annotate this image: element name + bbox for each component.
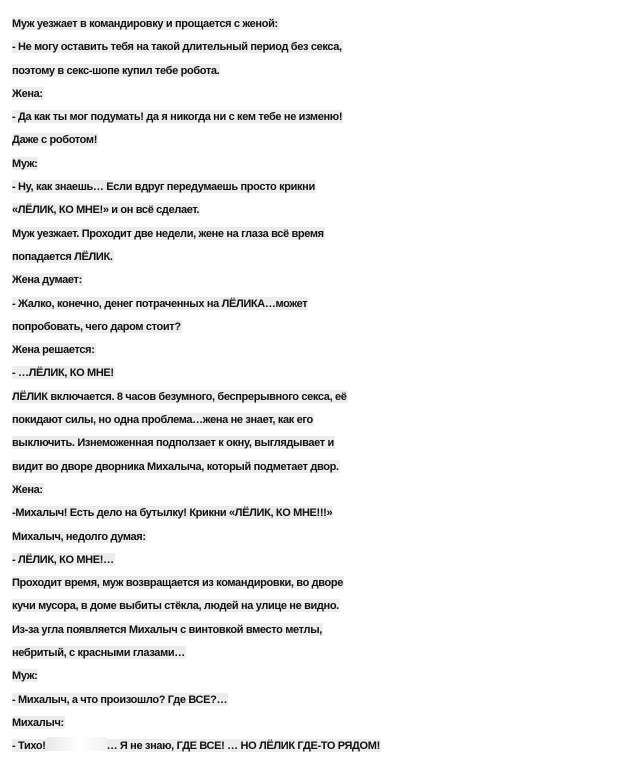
text-line-content: Муж уезжает в командировку и прощается с женой: [12, 18, 278, 30]
text-line-content: покидают силы, но одна проблема…жена не знает, как его [12, 414, 313, 427]
text-line [12, 314, 636, 337]
text-line [12, 151, 636, 174]
text-line-content: Муж: [12, 670, 38, 683]
text-line-content: - Жалко, конечно, денег потраченных на ЛЁЛИКА…может [12, 297, 308, 310]
joke-text [12, 11, 636, 757]
text-line [12, 570, 636, 593]
text-line-content: Михалыч, недолго думая: [12, 530, 146, 543]
text-line [12, 34, 636, 57]
text-line [12, 197, 636, 220]
text-line [12, 710, 636, 733]
text-line [12, 291, 636, 314]
text-line [12, 477, 636, 500]
text-line [12, 454, 636, 477]
text-line [12, 127, 636, 150]
text-line [12, 407, 636, 430]
text-line-content: попадается ЛЁЛИК. [12, 250, 113, 263]
text-line-content: небритый, с красными глазами… [12, 647, 185, 660]
text-line [12, 687, 636, 710]
text-line [12, 11, 636, 34]
text-line-content: Михалыч: [12, 716, 64, 729]
text-line-content: Даже с роботом! [12, 134, 98, 147]
text-line-content: - Ну, как знаешь… Если вдруг передумаешь просто крикни [12, 181, 315, 194]
text-line-content: -Михалыч! Есть дело на бутылку! Крикни «ЛЁЛИК, КО МНЕ!!!» [12, 507, 333, 520]
text-line-content: Жена решается: [12, 344, 95, 357]
text-line-content: кучи мусора, в доме выбиты стёкла, людей на улице не видно. [12, 600, 339, 613]
text-line [12, 267, 636, 290]
text-line-content: - Не могу оставить тебя на такой длительный период без секса, [12, 41, 342, 54]
text-line-content: - Да как ты мог подумать! да я никогда ни с кем тебе не изменю! [12, 111, 343, 124]
text-line [12, 58, 636, 81]
text-line [12, 663, 636, 686]
text-line [12, 524, 636, 547]
text-line-content: Муж: [12, 157, 38, 170]
text-line-content: поэтому в секс-шопе купил тебе робота. [12, 64, 220, 77]
text-line [12, 640, 636, 663]
text-line [12, 617, 636, 640]
text-line-content: Из-за угла появляется Михалыч с винтовкой вместо метлы, [12, 623, 322, 636]
text-line [12, 384, 636, 407]
text-line [12, 500, 636, 523]
text-line [12, 547, 636, 570]
text-line [12, 337, 636, 360]
text-line [12, 81, 636, 104]
text-line [12, 360, 636, 383]
censored-word-blur [47, 737, 107, 751]
text-line-content: - …ЛЁЛИК, КО МНЕ! [12, 367, 114, 380]
text-line-content: - Тихо! [12, 740, 46, 753]
text-line [12, 430, 636, 453]
text-line-last [12, 733, 636, 756]
text-line [12, 244, 636, 267]
text-line-content: Проходит время, муж возвращается из командировки, во дворе [12, 577, 344, 590]
text-line-content: Жена: [12, 483, 43, 496]
text-line [12, 104, 636, 127]
text-line-content: ЛЁЛИК включается. 8 часов безумного, беспрерывного секса, её [12, 390, 347, 403]
text-line-content: выключить. Изнеможенная подползает к окну, выглядывает и [12, 437, 334, 450]
text-line [12, 593, 636, 616]
text-line-content: - ЛЁЛИК, КО МНЕ!… [12, 553, 114, 566]
text-line [12, 221, 636, 244]
text-line-content: видит во дворе дворника Михалыча, который подметает двор. [12, 460, 339, 473]
text-line-content: Жена думает: [12, 274, 82, 287]
text-line-content: Жена: [12, 87, 43, 100]
text-line-content: Муж уезжает. Проходит две недели, жене на глаза всё время [12, 227, 324, 240]
text-line-content: - Михалыч, а что произошло? Где ВСЕ?… [12, 693, 228, 706]
text-line-content: попробовать, чего даром стоит? [12, 320, 181, 333]
text-line [12, 174, 636, 197]
text-line-content: … Я не знаю, ГДЕ ВСЕ! … НО ЛЁЛИК ГДЕ-ТО РЯДОМ! [106, 740, 380, 753]
text-line-content: «ЛЁЛИК, КО МНЕ!» и он всё сделает. [12, 204, 200, 217]
